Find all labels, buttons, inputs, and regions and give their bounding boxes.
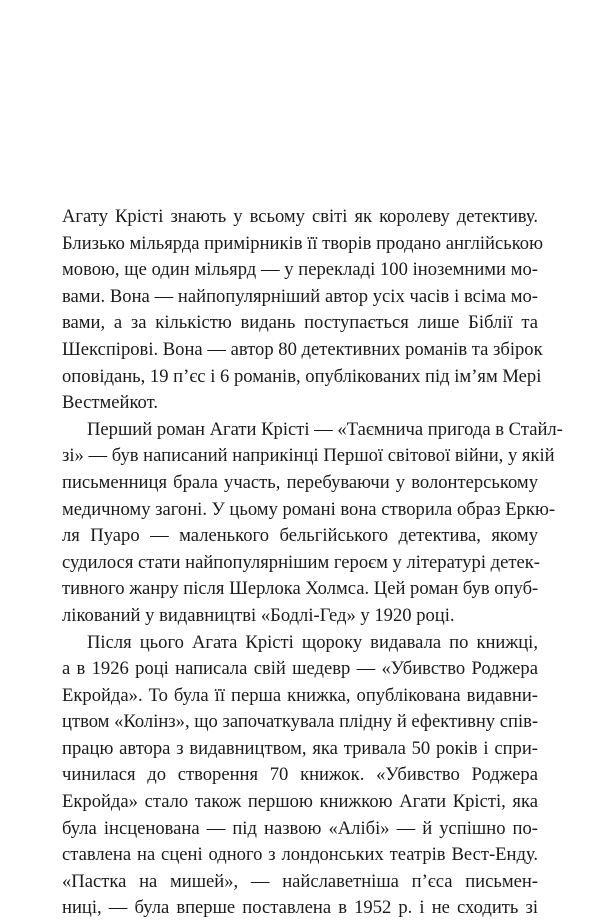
text-line: тивного жанру після Шерлока Холмса. Цей роман був опуб- <box>62 576 538 603</box>
text-line: а в 1926 році написала свій шедевр — «Убивство Роджера <box>62 656 538 683</box>
paragraph-3 <box>62 630 538 922</box>
text-line: оповідань, 19 п’єс і 6 романів, опублікованих під ім’ям Мері <box>62 364 538 391</box>
text-line: судилося стати найпопулярнішим героєм у літературі детек- <box>62 550 538 577</box>
text-line: лікований у видавництві «Бодлі-Гед» у 1920 році. <box>62 603 538 630</box>
text-line: вами, а за кількістю видань поступається лише Біблії та <box>62 310 538 337</box>
body-text <box>62 204 538 922</box>
text-line: чинилася до створення 70 книжок. «Убивство Роджера <box>62 762 538 789</box>
text-line: «Пастка на мишей», — найславетніша п’єса письмен- <box>62 869 538 896</box>
text-line: Екройда». То була її перша книжка, опублікована видавни- <box>62 683 538 710</box>
text-line: була інсценована — під назвою «Алібі» — й успішно по- <box>62 816 538 843</box>
text-line: цтвом «Колінз», що започаткувала плідну й ефективну спів- <box>62 709 538 736</box>
text-line: зі» — був написаний наприкінці Першої світової війни, у якій <box>62 443 538 470</box>
text-line: Агату Крісті знають у всьому світі як королеву детективу. <box>62 204 538 231</box>
text-line: працю автора з видавництвом, яка тривала 50 років і спри- <box>62 736 538 763</box>
text-line: ставлена на сцені одного з лондонських театрів Вест-Енду. <box>62 842 538 869</box>
text-line: ниці, — була вперше поставлена в 1952 р. і не сходить зі <box>62 895 538 922</box>
text-line: Після цього Агата Крісті щороку видавала по книжці, <box>62 630 538 657</box>
text-line: Вестмейкот. <box>62 390 538 417</box>
text-line: вами. Вона — найпопулярніший автор усіх часів і всіма мо- <box>62 284 538 311</box>
paragraph-1 <box>62 204 538 417</box>
text-line: письменниця брала участь, перебуваючи у волонтерському <box>62 470 538 497</box>
text-line: Перший роман Агати Крісті — «Таємнича пригода в Стайл- <box>62 417 538 444</box>
text-line: Близько мільярда примірників її творів продано англійською <box>62 231 538 258</box>
text-line: Екройда» стало також першою книжкою Агати Крісті, яка <box>62 789 538 816</box>
text-line: медичному загоні. У цьому романі вона створила образ Еркю- <box>62 497 538 524</box>
text-line: ля Пуаро — маленького бельгійського детектива, якому <box>62 523 538 550</box>
text-line: Шекспірові. Вона — автор 80 детективних романів та збірок <box>62 337 538 364</box>
text-line: мовою, ще один мільярд — у перекладі 100 іноземними мо- <box>62 257 538 284</box>
paragraph-2 <box>62 417 538 630</box>
